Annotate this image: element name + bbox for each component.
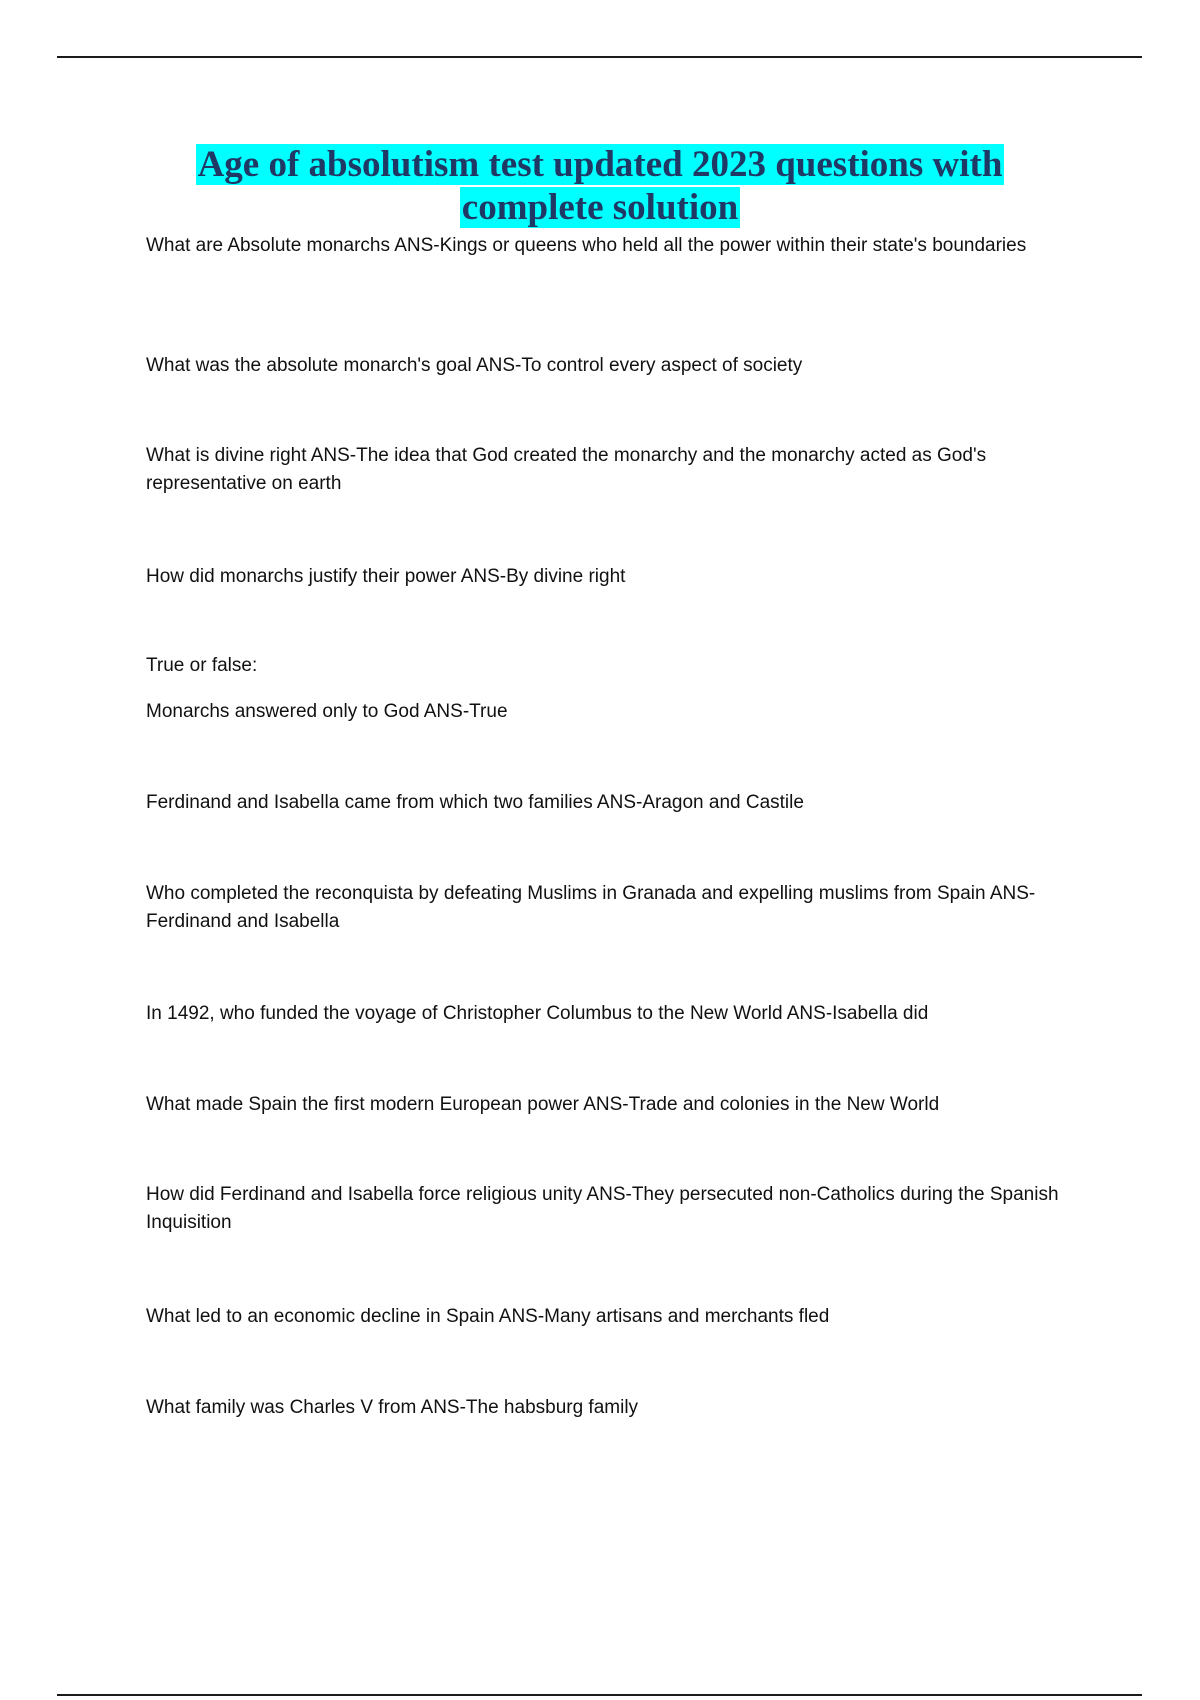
qa-item-religious-unity: How did Ferdinand and Isabella force religious unity ANS-They persecuted non-Catholics during the Spanish Inquisition [146, 1184, 1059, 1233]
qa-item-two-families: Ferdinand and Isabella came from which two families ANS-Aragon and Castile [146, 792, 804, 813]
footer-rule [57, 1694, 1142, 1696]
title-line-1: Age of absolutism test updated 2023 questions with [197, 144, 1003, 185]
title-line-2: complete solution [461, 187, 739, 228]
document-title [100, 143, 1100, 229]
qa-item-columbus: In 1492, who funded the voyage of Christopher Columbus to the New World ANS-Isabella did [146, 1003, 929, 1024]
qa-item-absolute-monarchs: What are Absolute monarchs ANS-Kings or queens who held all the power within their state's boundaries [146, 235, 1027, 256]
qa-item-reconquista: Who completed the reconquista by defeating Muslims in Granada and expelling muslims from Spain ANS-Ferdinand and Isabella [146, 883, 1036, 932]
qa-item-modern-power: What made Spain the first modern European power ANS-Trade and colonies in the New World [146, 1094, 940, 1115]
qa-item-divine-right: What is divine right ANS-The idea that God created the monarchy and the monarchy acted as God's representative on earth [146, 445, 987, 494]
header-rule [57, 56, 1142, 58]
qa-item-economic-decline: What led to an economic decline in Spain ANS-Many artisans and merchants fled [146, 1306, 830, 1327]
qa-item-answered-to-god: Monarchs answered only to God ANS-True [146, 701, 508, 722]
qa-item-true-false-label: True or false: [146, 655, 258, 676]
qa-item-monarch-goal: What was the absolute monarch's goal ANS-To control every aspect of society [146, 355, 803, 376]
qa-item-charles-v: What family was Charles V from ANS-The habsburg family [146, 1397, 639, 1418]
qa-item-justify-power: How did monarchs justify their power ANS-By divine right [146, 566, 626, 587]
